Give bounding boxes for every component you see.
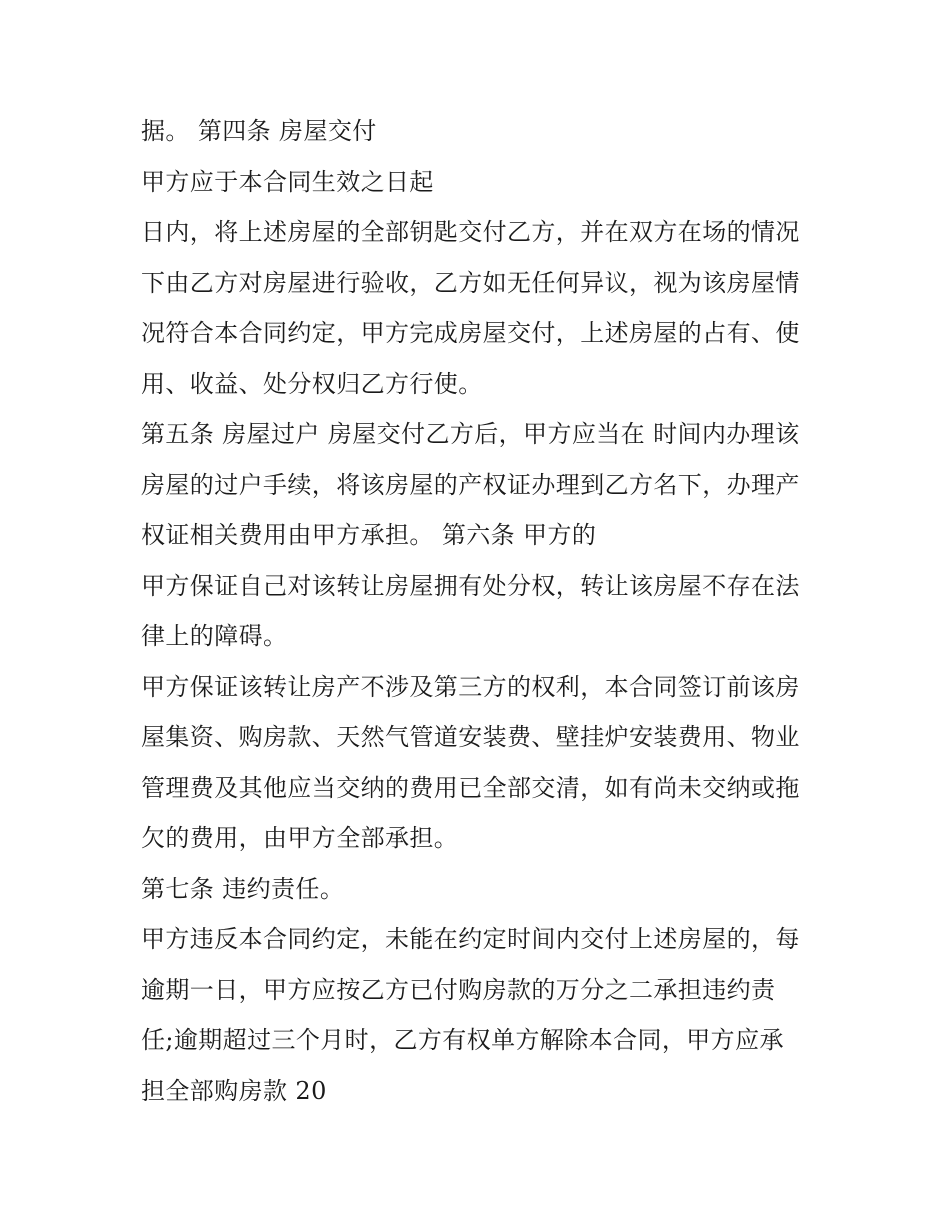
text-line: 日内，将上述房屋的全部钥匙交付乙方，并在双方在场的情况: [141, 218, 800, 246]
text-line: 用、收益、处分权归乙方行使。: [141, 369, 483, 398]
text-line: 担全部购房款 20: [141, 1076, 327, 1105]
text-line: 房屋的过户手续，将该房屋的产权证办理到乙方名下，办理产: [141, 470, 800, 499]
text-line: 甲方保证自己对该转让房屋拥有处分权，转让该房屋不存在法: [141, 571, 800, 600]
text-line: 据。 第四条 房屋交付: [141, 117, 377, 145]
text-line: 权证相关费用由甲方承担。 第六条 甲方的: [141, 521, 597, 549]
text-line: 甲方应于本合同生效之日起: [141, 167, 434, 196]
text-line: 第五条 房屋过户 房屋交付乙方后，甲方应当在 时间内办理该: [141, 420, 800, 448]
text-line: 逾期一日，甲方应按乙方已付购房款的万分之二承担违约责: [141, 975, 776, 1004]
text-line: 律上的障碍。: [141, 622, 288, 650]
text-line: 屋集资、购房款、天然气管道安装费、壁挂炉安装费用、物业: [141, 723, 800, 751]
text-line: 欠的费用，由甲方全部承担。: [141, 824, 459, 852]
text-line: 第七条 违约责任。: [141, 874, 345, 903]
text-line: 甲方违反本合同约定，未能在约定时间内交付上述房屋的，每: [141, 925, 800, 953]
text-line: 况符合本合同约定，甲方完成房屋交付，上述房屋的占有、使: [141, 319, 800, 347]
contract-text: [141, 106, 821, 1116]
text-line: 下由乙方对房屋进行验收，乙方如无任何异议，视为该房屋情: [141, 268, 800, 297]
text-line: 管理费及其他应当交纳的费用已全部交清，如有尚未交纳或拖: [141, 773, 800, 802]
text-line: 甲方保证该转让房产不涉及第三方的权利，本合同签订前该房: [141, 672, 800, 701]
text-line: 任;逾期超过三个月时，乙方有权单方解除本合同，甲方应承: [141, 1026, 784, 1054]
